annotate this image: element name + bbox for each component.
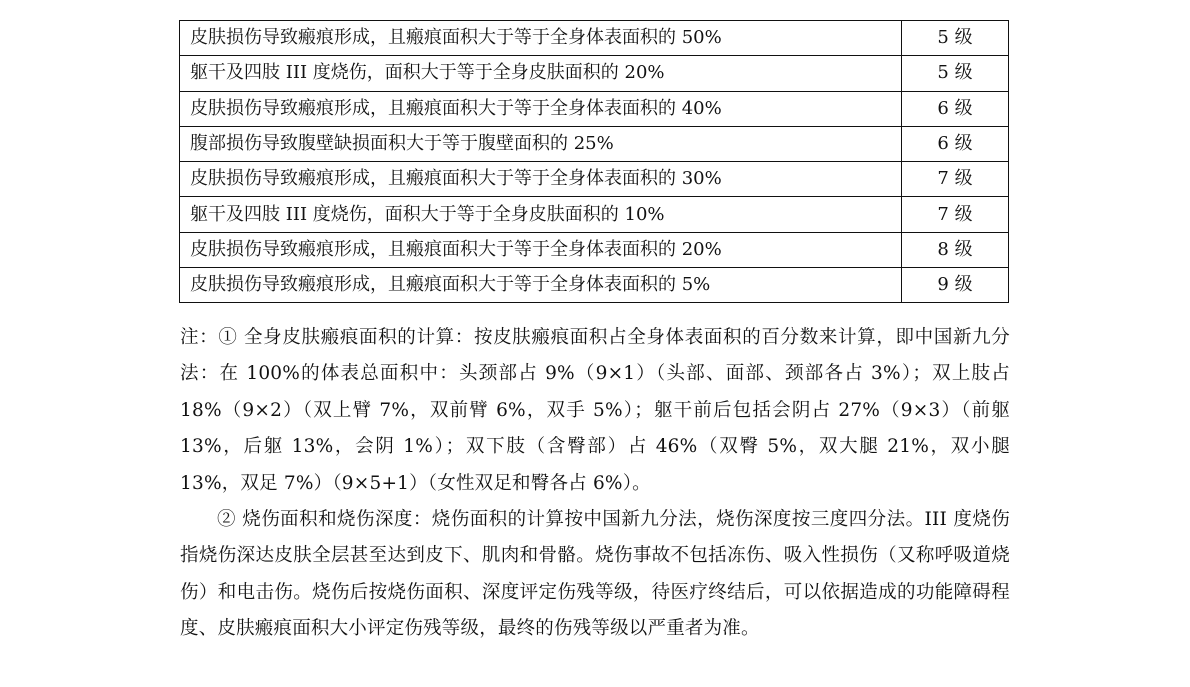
- row-description: 腹部损伤导致腹壁缺损面积大于等于腹壁面积的 25%: [180, 126, 902, 161]
- table-row: [180, 91, 1009, 126]
- row-grade: 6 级: [902, 91, 1009, 126]
- row-description: 皮肤损伤导致瘢痕形成，且瘢痕面积大于等于全身体表面积的 5%: [180, 268, 902, 303]
- table-row: [180, 268, 1009, 303]
- row-grade: 9 级: [902, 268, 1009, 303]
- table-row: [180, 232, 1009, 267]
- note-paragraph-2: ② 烧伤面积和烧伤深度：烧伤面积的计算按中国新九分法，烧伤深度按三度四分法。III 度烧伤指烧伤深达皮肤全层甚至达到皮下、肌肉和骨骼。烧伤事故不包括冻伤、吸入性损伤（又称呼吸道烧伤）和电击伤。烧伤后按烧伤面积、深度评定伤残等级，待医疗终结后，可以依据造成的功能障碍程度、皮肤瘢痕面积大小评定伤残等级，最终的伤残等级以严重者为准。: [180, 509, 1010, 640]
- row-grade: 7 级: [902, 162, 1009, 197]
- row-grade: 8 级: [902, 232, 1009, 267]
- table-row: [180, 197, 1009, 232]
- row-grade: 5 级: [902, 21, 1009, 56]
- row-description: 皮肤损伤导致瘢痕形成，且瘢痕面积大于等于全身体表面积的 40%: [180, 91, 902, 126]
- table-row: [180, 126, 1009, 161]
- row-description: 躯干及四肢 III 度烧伤，面积大于等于全身皮肤面积的 10%: [180, 197, 902, 232]
- table-row: [180, 162, 1009, 197]
- notes-section: [180, 320, 1010, 648]
- note-paragraph-1: 注：① 全身皮肤瘢痕面积的计算：按皮肤瘢痕面积占全身体表面积的百分数来计算，即中国新九分法：在 100%的体表总面积中：头颈部占 9%（9×1）（头部、面部、颈部各占 3%）；双上肢占 18%（9×2）（双上臂 7%，双前臂 6%，双手 5%）；躯干前后包括会阴占 27%（9×3）（前躯 13%，后躯 13%，会阴 1%）；双下肢（含臀部）占 46%（双臀 5%，双大腿 21%，双小腿 13%，双足 7%）（9×5+1）（女性双足和臀各占 6%）。: [180, 327, 1010, 494]
- row-description: 躯干及四肢 III 度烧伤，面积大于等于全身皮肤面积的 20%: [180, 56, 902, 91]
- row-grade: 5 级: [902, 56, 1009, 91]
- table-row: [180, 21, 1009, 56]
- row-description: 皮肤损伤导致瘢痕形成，且瘢痕面积大于等于全身体表面积的 30%: [180, 162, 902, 197]
- row-grade: 7 级: [902, 197, 1009, 232]
- disability-grade-table: [179, 20, 1009, 303]
- row-grade: 6 级: [902, 126, 1009, 161]
- table-row: [180, 56, 1009, 91]
- row-description: 皮肤损伤导致瘢痕形成，且瘢痕面积大于等于全身体表面积的 20%: [180, 232, 902, 267]
- row-description: 皮肤损伤导致瘢痕形成，且瘢痕面积大于等于全身体表面积的 50%: [180, 21, 902, 56]
